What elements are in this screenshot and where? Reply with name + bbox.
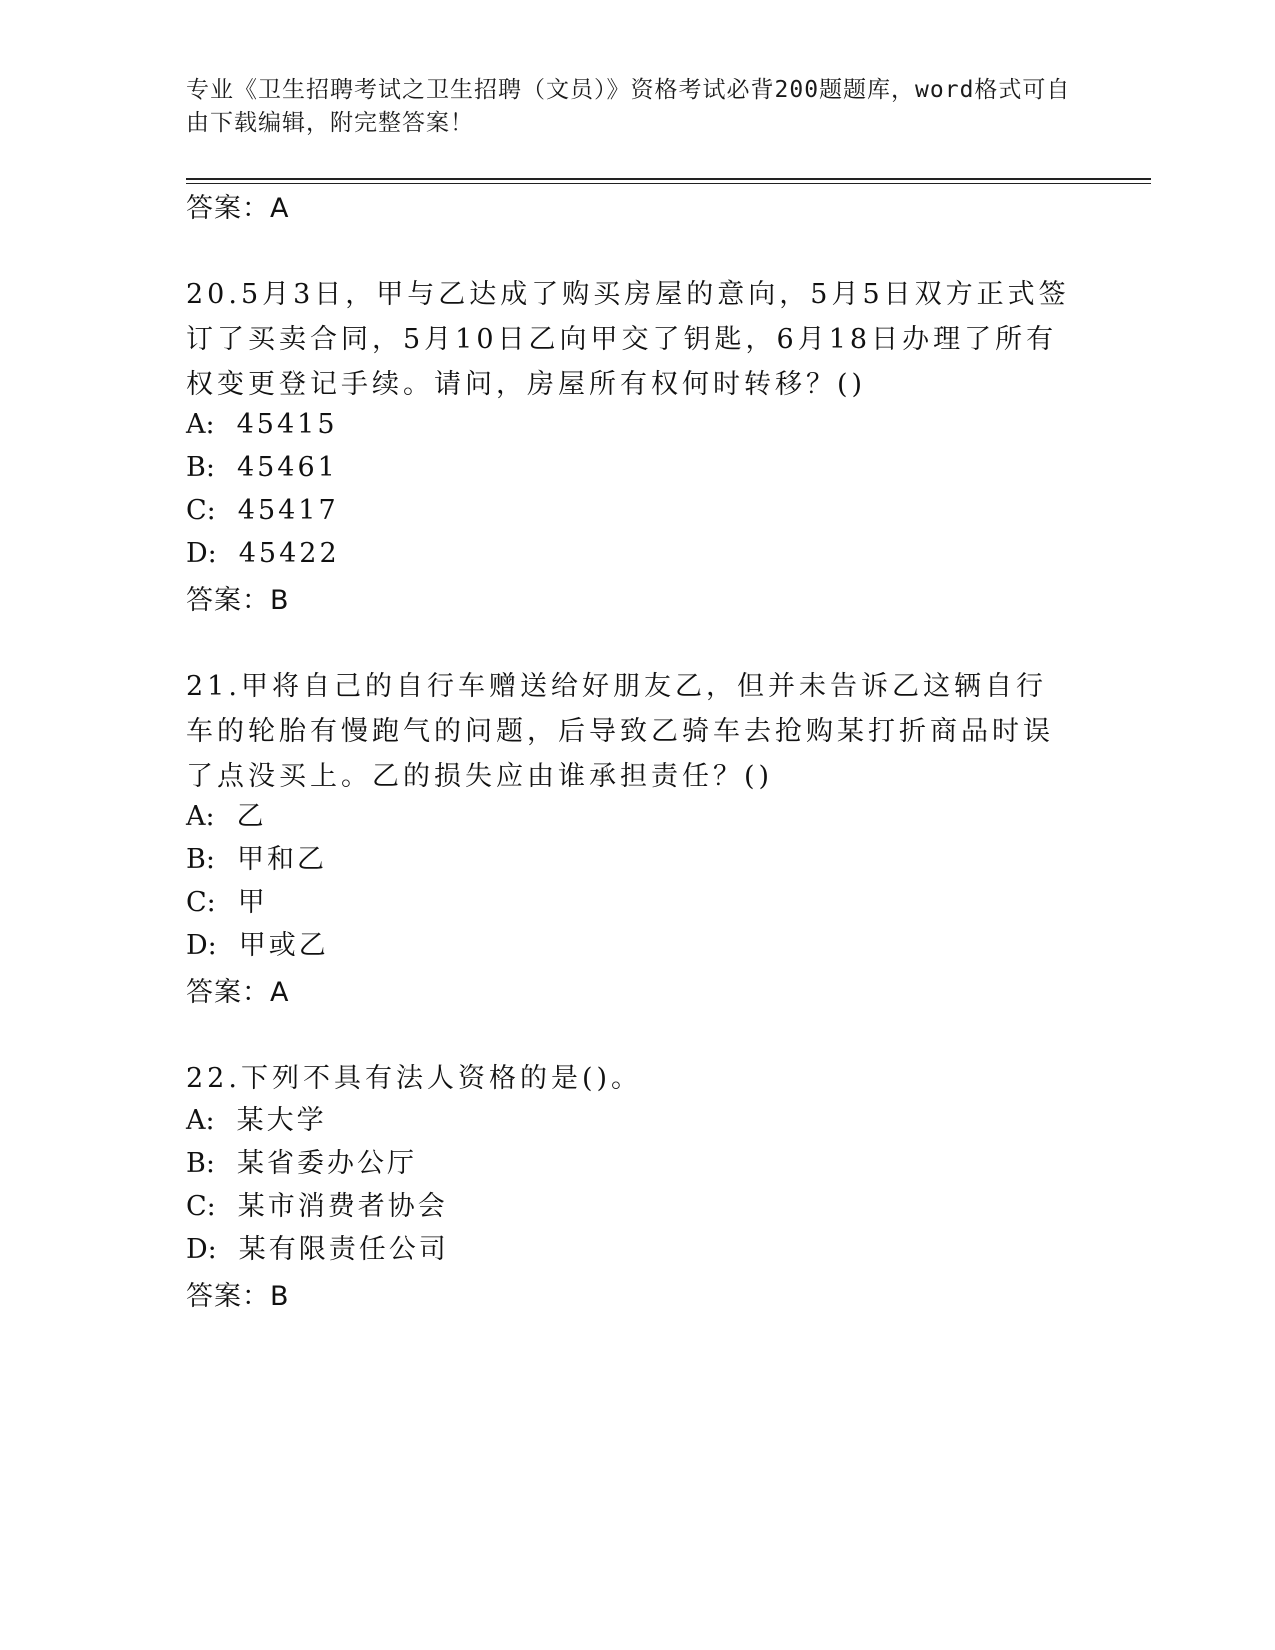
page-header-title: 专业《卫生招聘考试之卫生招聘（文员）》资格考试必背200题题库，word格式可自由下载编辑，附完整答案！	[186, 77, 1071, 136]
option-value: 某大学	[236, 1105, 327, 1136]
option-letter: C:	[186, 887, 216, 918]
question-20-option-d	[186, 537, 340, 571]
question-22-answer: 答案：B	[186, 1281, 290, 1312]
header-rule-thick	[186, 178, 1151, 180]
option-letter: D:	[186, 538, 217, 569]
question-21-answer: 答案：A	[186, 977, 290, 1008]
question-22-text: 22.下列不具有法人资格的是()。	[186, 1063, 643, 1094]
option-value: 某市消费者协会	[237, 1191, 448, 1222]
header-rule-thin	[186, 183, 1151, 184]
question-21-option-b	[186, 843, 327, 877]
question-20-option-c	[186, 494, 339, 528]
question-22-option-c	[186, 1190, 448, 1224]
option-value: 45415	[236, 409, 338, 440]
option-value: 45461	[236, 452, 338, 483]
option-letter: C:	[186, 495, 216, 526]
option-letter: A:	[186, 409, 215, 440]
question-22-option-b	[186, 1147, 417, 1181]
question-20-option-b	[186, 451, 338, 485]
question-22-option-d	[186, 1233, 449, 1267]
option-value: 某省委办公厅	[236, 1148, 417, 1179]
question-21-text: 21.甲将自己的自行车赠送给好朋友乙，但并未告诉乙这辆自行车的轮胎有慢跑气的问题，后导致乙骑车去抢购某打折商品时误了点没买上。乙的损失应由谁承担责任？()	[186, 671, 1054, 792]
question-20-text: 20.5月3日，甲与乙达成了购买房屋的意向，5月5日双方正式签订了买卖合同，5月10日乙向甲交了钥匙，6月18日办理了所有权变更登记手续。请问，房屋所有权何时转移？()	[186, 279, 1070, 400]
question-22-option-a	[186, 1104, 327, 1138]
option-letter: B:	[186, 452, 215, 483]
option-value: 甲	[237, 887, 268, 918]
option-value: 45422	[238, 538, 340, 569]
option-letter: A:	[186, 801, 215, 832]
question-20-answer: 答案：B	[186, 585, 290, 616]
option-letter: C:	[186, 1191, 216, 1222]
option-letter: B:	[186, 1148, 215, 1179]
option-value: 某有限责任公司	[238, 1234, 449, 1265]
option-letter: A:	[186, 1105, 215, 1136]
question-21-option-c	[186, 886, 268, 920]
option-letter: B:	[186, 844, 215, 875]
option-value: 甲或乙	[238, 930, 329, 961]
question-21-option-d	[186, 929, 329, 963]
question-21-option-a	[186, 800, 267, 834]
option-letter: D:	[186, 930, 217, 961]
option-letter: D:	[186, 1234, 217, 1265]
question-20-option-a	[186, 408, 338, 442]
option-value: 45417	[237, 495, 339, 526]
option-value: 甲和乙	[236, 844, 327, 875]
option-value: 乙	[236, 801, 267, 832]
answer-previous: 答案：A	[186, 193, 290, 224]
